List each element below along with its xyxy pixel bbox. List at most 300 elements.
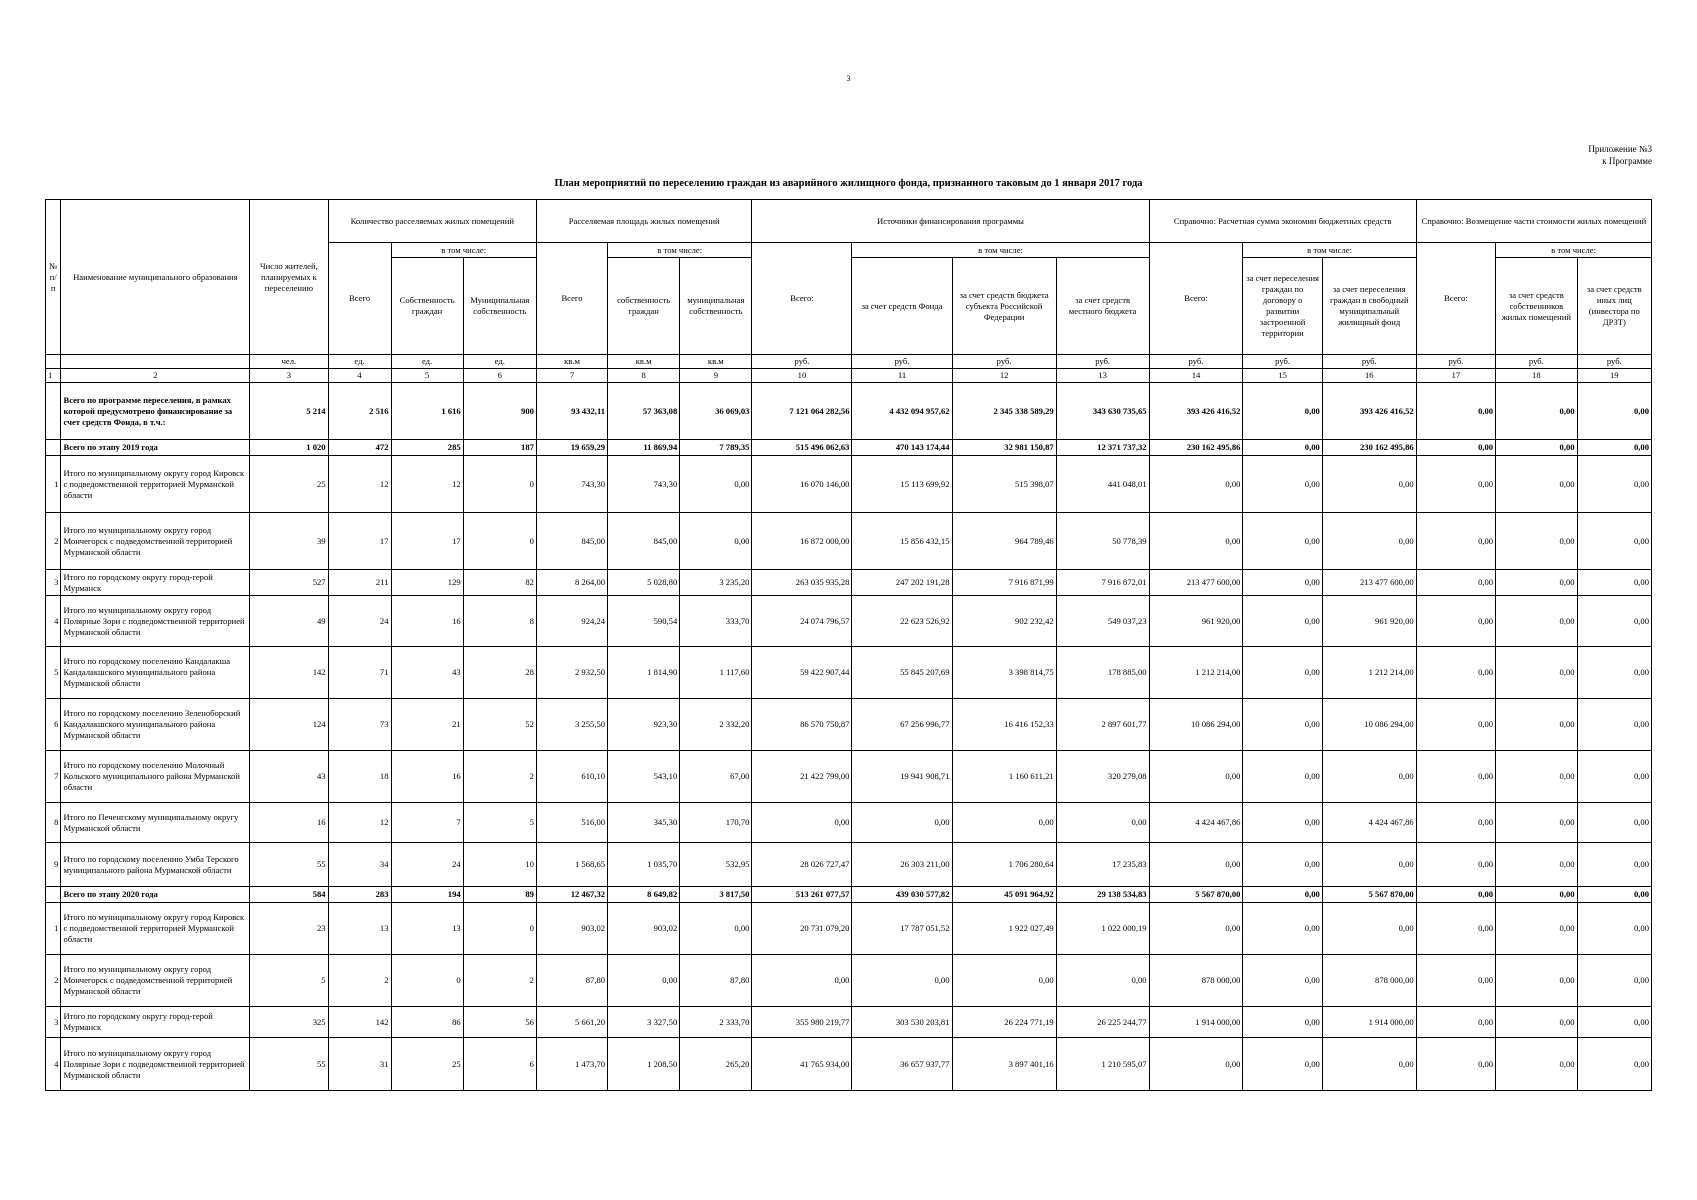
value-cell: 0,00 <box>1577 383 1651 440</box>
value-cell: 0,00 <box>1243 513 1322 570</box>
column-index-cell: 10 <box>752 369 852 383</box>
municipality-name: Итого по муниципальному округу город Мончегорск с подведомственной территорией Мурманской области <box>61 955 250 1007</box>
value-cell: 26 224 771,19 <box>952 1007 1056 1038</box>
value-cell: 285 <box>391 440 463 456</box>
header-group-compensation: Справочно: Возмещение части стоимости жилых помещений <box>1416 200 1651 243</box>
column-index-cell: 4 <box>328 369 391 383</box>
municipality-name: Всего по этапу 2020 года <box>61 887 250 903</box>
value-cell: 13 <box>328 903 391 955</box>
value-cell: 16 416 152,33 <box>952 699 1056 751</box>
value-cell: 0,00 <box>1416 383 1495 440</box>
value-cell: 67,00 <box>680 751 752 803</box>
value-cell: 17 <box>391 513 463 570</box>
value-cell: 5 567 870,00 <box>1322 887 1416 903</box>
value-cell: 0,00 <box>1416 699 1495 751</box>
value-cell: 89 <box>463 887 536 903</box>
value-cell: 12 <box>328 456 391 513</box>
value-cell: 1 210 595,07 <box>1056 1038 1149 1091</box>
value-cell: 0,00 <box>1577 596 1651 647</box>
value-cell: 0,00 <box>1577 843 1651 887</box>
value-cell: 19 659,29 <box>536 440 607 456</box>
column-index-cell: 17 <box>1416 369 1495 383</box>
row-number: 9 <box>46 843 61 887</box>
value-cell: 3 398 814,75 <box>952 647 1056 699</box>
header-resettle-contract: за счет переселения граждан по договору о развитии застроенной территории <box>1243 258 1322 355</box>
value-cell: 1 814,90 <box>608 647 680 699</box>
column-index-cell: 13 <box>1056 369 1149 383</box>
value-cell: 0,00 <box>1322 1038 1416 1091</box>
value-cell: 0,00 <box>1496 570 1577 596</box>
value-cell: 16 070 146,00 <box>752 456 852 513</box>
municipality-name: Итого по муниципальному округу город Кировск с подведомственной территорией Мурманской области <box>61 903 250 955</box>
value-cell: 0,00 <box>952 803 1056 843</box>
value-cell: 1 706 280,64 <box>952 843 1056 887</box>
header-sources-total: Всего: <box>752 243 852 355</box>
value-cell: 0,00 <box>1496 440 1577 456</box>
value-cell: 0,00 <box>1322 456 1416 513</box>
value-cell: 7 916 872,01 <box>1056 570 1149 596</box>
value-cell: 31 <box>328 1038 391 1091</box>
unit-cell: руб. <box>1243 355 1322 369</box>
value-cell: 470 143 174,44 <box>852 440 952 456</box>
column-index-cell: 3 <box>250 369 328 383</box>
row-number: 2 <box>46 955 61 1007</box>
value-cell: 17 <box>328 513 391 570</box>
header-group-area: Расселяемая площадь жилых помещений <box>536 200 752 243</box>
value-cell: 0 <box>463 903 536 955</box>
value-cell: 16 <box>391 751 463 803</box>
value-cell: 12 371 737,32 <box>1056 440 1149 456</box>
unit-cell: руб. <box>1322 355 1416 369</box>
header-area-incl: в том числе: <box>608 243 752 258</box>
value-cell: 0,00 <box>1496 843 1577 887</box>
appendix-line-2: к Программе <box>1602 156 1652 166</box>
page-number: 3 <box>846 74 851 83</box>
value-cell: 0 <box>463 456 536 513</box>
municipality-name: Всего по этапу 2019 года <box>61 440 250 456</box>
unit-cell: руб. <box>852 355 952 369</box>
header-compensation-incl: в том числе: <box>1496 243 1652 258</box>
row-number: 6 <box>46 699 61 751</box>
header-owned-citizens: Собственность граждан <box>391 258 463 355</box>
value-cell: 0,00 <box>1243 456 1322 513</box>
column-index-row <box>46 369 1652 383</box>
municipality-name: Итого по муниципальному округу город Полярные Зори с подведомственной территорией Мурманской области <box>61 596 250 647</box>
value-cell: 87,80 <box>536 955 607 1007</box>
value-cell: 0,00 <box>1577 751 1651 803</box>
value-cell: 28 026 727,47 <box>752 843 852 887</box>
value-cell: 247 202 191,28 <box>852 570 952 596</box>
table-row <box>46 903 1652 955</box>
header-no: № п/п <box>46 200 61 355</box>
value-cell: 903,02 <box>608 903 680 955</box>
value-cell: 43 <box>250 751 328 803</box>
value-cell: 0,00 <box>1416 440 1495 456</box>
value-cell: 845,00 <box>608 513 680 570</box>
value-cell: 19 941 908,71 <box>852 751 952 803</box>
value-cell: 8 649,82 <box>608 887 680 903</box>
value-cell: 961 920,00 <box>1322 596 1416 647</box>
value-cell: 55 <box>250 843 328 887</box>
value-cell: 26 225 244,77 <box>1056 1007 1149 1038</box>
value-cell: 23 <box>250 903 328 955</box>
municipality-name: Всего по программе переселения, в рамках которой предусмотрено финансирование за счет средств Фонда, в т.ч.: <box>61 383 250 440</box>
header-group-premises: Количество расселяемых жилых помещений <box>328 200 536 243</box>
value-cell: 194 <box>391 887 463 903</box>
value-cell: 0,00 <box>1496 1038 1577 1091</box>
value-cell: 0,00 <box>1416 887 1495 903</box>
header-savings-total: Всего: <box>1149 243 1243 355</box>
value-cell: 0,00 <box>1243 440 1322 456</box>
value-cell: 7 <box>391 803 463 843</box>
value-cell: 5 <box>463 803 536 843</box>
table-row <box>46 1007 1652 1038</box>
value-cell: 0,00 <box>952 955 1056 1007</box>
value-cell: 0,00 <box>1056 955 1149 1007</box>
row-number: 4 <box>46 596 61 647</box>
value-cell: 6 <box>463 1038 536 1091</box>
value-cell: 0,00 <box>1243 596 1322 647</box>
value-cell: 0,00 <box>1577 440 1651 456</box>
header-municipal-owned: Муниципальная собственность <box>463 258 536 355</box>
unit-cell <box>61 355 250 369</box>
value-cell: 8 <box>463 596 536 647</box>
header-residents: Число жителей, планируемых к переселению <box>250 200 328 355</box>
unit-cell: ед. <box>328 355 391 369</box>
municipality-name: Итого по городскому округу город-герой Мурманск <box>61 1007 250 1038</box>
column-index-cell: 6 <box>463 369 536 383</box>
appendix-line-1: Приложение №3 <box>1588 144 1652 154</box>
unit-cell: ед. <box>391 355 463 369</box>
appendix-note <box>1588 143 1652 167</box>
value-cell: 0,00 <box>1496 803 1577 843</box>
value-cell: 2 516 <box>328 383 391 440</box>
table-row <box>46 647 1652 699</box>
value-cell: 0,00 <box>1496 887 1577 903</box>
value-cell: 16 <box>391 596 463 647</box>
value-cell: 71 <box>328 647 391 699</box>
value-cell: 129 <box>391 570 463 596</box>
value-cell: 43 <box>391 647 463 699</box>
value-cell: 0,00 <box>1577 887 1651 903</box>
value-cell: 5 661,20 <box>536 1007 607 1038</box>
value-cell: 93 432,11 <box>536 383 607 440</box>
value-cell: 0,00 <box>1149 751 1243 803</box>
value-cell: 743,30 <box>536 456 607 513</box>
value-cell: 0,00 <box>1149 903 1243 955</box>
value-cell: 12 <box>391 456 463 513</box>
total-row <box>46 383 1652 440</box>
value-cell: 230 162 495,86 <box>1149 440 1243 456</box>
value-cell: 20 731 079,20 <box>752 903 852 955</box>
value-cell: 25 <box>250 456 328 513</box>
value-cell: 1 473,70 <box>536 1038 607 1091</box>
value-cell: 393 426 416,52 <box>1149 383 1243 440</box>
value-cell: 73 <box>328 699 391 751</box>
value-cell: 5 <box>250 955 328 1007</box>
value-cell: 0,00 <box>852 803 952 843</box>
value-cell: 18 <box>328 751 391 803</box>
value-cell: 86 <box>391 1007 463 1038</box>
value-cell: 2 345 338 589,29 <box>952 383 1056 440</box>
value-cell: 1 616 <box>391 383 463 440</box>
column-index-cell: 9 <box>680 369 752 383</box>
row-number: 5 <box>46 647 61 699</box>
header-sources-incl: в том числе: <box>852 243 1149 258</box>
value-cell: 878 000,00 <box>1322 955 1416 1007</box>
value-cell: 590,54 <box>608 596 680 647</box>
value-cell: 1 914 000,00 <box>1149 1007 1243 1038</box>
value-cell: 213 477 600,00 <box>1149 570 1243 596</box>
value-cell: 1 568,65 <box>536 843 607 887</box>
value-cell: 15 856 432,15 <box>852 513 952 570</box>
value-cell: 0,00 <box>1243 699 1322 751</box>
value-cell: 49 <box>250 596 328 647</box>
value-cell: 532,95 <box>680 843 752 887</box>
value-cell: 515 398,07 <box>952 456 1056 513</box>
value-cell: 0,00 <box>1577 456 1651 513</box>
value-cell: 283 <box>328 887 391 903</box>
value-cell: 3 235,20 <box>680 570 752 596</box>
value-cell: 24 074 796,57 <box>752 596 852 647</box>
value-cell: 961 920,00 <box>1149 596 1243 647</box>
value-cell: 543,10 <box>608 751 680 803</box>
value-cell: 187 <box>463 440 536 456</box>
municipality-name: Итого по муниципальному округу город Полярные Зори с подведомственной территорией Мурманской области <box>61 1038 250 1091</box>
header-name: Наименование муниципального образования <box>61 200 250 355</box>
value-cell: 0,00 <box>1496 383 1577 440</box>
value-cell: 0,00 <box>1149 513 1243 570</box>
value-cell: 0,00 <box>1243 955 1322 1007</box>
value-cell: 213 477 600,00 <box>1322 570 1416 596</box>
value-cell: 343 630 735,65 <box>1056 383 1149 440</box>
header-owners-funds: за счет средств собственников жилых помещений <box>1496 258 1577 355</box>
value-cell: 0,00 <box>1416 955 1495 1007</box>
value-cell: 1 020 <box>250 440 328 456</box>
value-cell: 1 160 611,21 <box>952 751 1056 803</box>
value-cell: 28 <box>463 647 536 699</box>
value-cell: 0,00 <box>680 456 752 513</box>
municipality-name: Итого по городскому поселению Зеленоборский Кандалакшского муниципального района Мурманской области <box>61 699 250 751</box>
value-cell: 230 162 495,86 <box>1322 440 1416 456</box>
header-area-total: Всего <box>536 243 607 355</box>
value-cell: 0,00 <box>1577 803 1651 843</box>
header-group-sources: Источники финансирования программы <box>752 200 1149 243</box>
value-cell: 3 255,50 <box>536 699 607 751</box>
value-cell: 3 327,50 <box>608 1007 680 1038</box>
header-premises-incl: в том числе: <box>391 243 536 258</box>
value-cell: 0,00 <box>1322 843 1416 887</box>
table-row <box>46 751 1652 803</box>
value-cell: 2 <box>463 955 536 1007</box>
value-cell: 10 <box>463 843 536 887</box>
value-cell: 0,00 <box>1416 803 1495 843</box>
document-title: План мероприятий по переселению граждан из аварийного жилищного фонда, признанного таковым до 1 января 2017 года <box>554 178 1143 189</box>
unit-cell: руб. <box>1496 355 1577 369</box>
value-cell: 584 <box>250 887 328 903</box>
value-cell: 0,00 <box>1243 887 1322 903</box>
value-cell: 472 <box>328 440 391 456</box>
municipality-name: Итого по городскому поселению Молочный Кольского муниципального района Мурманской области <box>61 751 250 803</box>
value-cell: 549 037,23 <box>1056 596 1149 647</box>
column-index-cell: 2 <box>61 369 250 383</box>
value-cell: 8 264,00 <box>536 570 607 596</box>
unit-cell: руб. <box>1056 355 1149 369</box>
value-cell: 2 332,20 <box>680 699 752 751</box>
total-row <box>46 887 1652 903</box>
value-cell: 16 <box>250 803 328 843</box>
value-cell: 0,00 <box>1416 570 1495 596</box>
row-number <box>46 383 61 440</box>
value-cell: 325 <box>250 1007 328 1038</box>
header-area-owned-citizens: собственность граждан <box>608 258 680 355</box>
value-cell: 303 530 203,81 <box>852 1007 952 1038</box>
value-cell: 15 113 699,92 <box>852 456 952 513</box>
value-cell: 0,00 <box>680 513 752 570</box>
row-number: 3 <box>46 570 61 596</box>
table-body <box>46 383 1652 1091</box>
unit-cell: руб. <box>1149 355 1243 369</box>
value-cell: 0,00 <box>680 903 752 955</box>
value-cell: 36 069,03 <box>680 383 752 440</box>
value-cell: 0,00 <box>1577 955 1651 1007</box>
table-row <box>46 1038 1652 1091</box>
municipality-name: Итого по муниципальному округу город Мончегорск с подведомственной территорией Мурманской области <box>61 513 250 570</box>
value-cell: 34 <box>328 843 391 887</box>
value-cell: 0,00 <box>852 955 952 1007</box>
unit-cell: кв.м <box>680 355 752 369</box>
value-cell: 0,00 <box>1416 596 1495 647</box>
value-cell: 0,00 <box>1496 1007 1577 1038</box>
unit-cell: руб. <box>952 355 1056 369</box>
value-cell: 142 <box>328 1007 391 1038</box>
resettlement-plan-table <box>45 199 1652 1091</box>
value-cell: 0,00 <box>1577 1007 1651 1038</box>
column-index-cell: 16 <box>1322 369 1416 383</box>
table-row <box>46 955 1652 1007</box>
value-cell: 170,70 <box>680 803 752 843</box>
header-savings-incl: в том числе: <box>1243 243 1416 258</box>
value-cell: 87,80 <box>680 955 752 1007</box>
header-resettle-free: за счет переселения граждан в свободный муниципальный жилищный фонд <box>1322 258 1416 355</box>
value-cell: 0,00 <box>1577 513 1651 570</box>
value-cell: 0,00 <box>1496 647 1577 699</box>
column-index-cell: 1 <box>46 369 61 383</box>
table-row <box>46 843 1652 887</box>
value-cell: 13 <box>391 903 463 955</box>
row-number: 8 <box>46 803 61 843</box>
municipality-name: Итого по городскому поселению Умба Терского муниципального района Мурманской области <box>61 843 250 887</box>
value-cell: 29 138 534,83 <box>1056 887 1149 903</box>
value-cell: 355 980 219,77 <box>752 1007 852 1038</box>
value-cell: 22 623 526,92 <box>852 596 952 647</box>
value-cell: 56 <box>463 1007 536 1038</box>
value-cell: 55 845 207,69 <box>852 647 952 699</box>
header-group-savings: Справочно: Расчетная сумма экономии бюджетных средств <box>1149 200 1416 243</box>
value-cell: 0,00 <box>1496 751 1577 803</box>
value-cell: 439 030 577,82 <box>852 887 952 903</box>
value-cell: 0,00 <box>1149 1038 1243 1091</box>
column-index-cell: 14 <box>1149 369 1243 383</box>
unit-cell: ед. <box>463 355 536 369</box>
row-number: 7 <box>46 751 61 803</box>
value-cell: 0,00 <box>1416 903 1495 955</box>
column-index-cell: 7 <box>536 369 607 383</box>
value-cell: 0,00 <box>1149 456 1243 513</box>
value-cell: 0,00 <box>1416 843 1495 887</box>
table-row <box>46 803 1652 843</box>
value-cell: 17 235,83 <box>1056 843 1149 887</box>
value-cell: 0,00 <box>1496 513 1577 570</box>
value-cell: 26 303 211,00 <box>852 843 952 887</box>
row-number <box>46 440 61 456</box>
value-cell: 1 117,60 <box>680 647 752 699</box>
value-cell: 1 208,50 <box>608 1038 680 1091</box>
value-cell: 743,30 <box>608 456 680 513</box>
row-number: 1 <box>46 456 61 513</box>
value-cell: 0,00 <box>1496 903 1577 955</box>
value-cell: 211 <box>328 570 391 596</box>
column-index-cell: 8 <box>608 369 680 383</box>
value-cell: 0,00 <box>1416 1007 1495 1038</box>
value-cell: 320 279,08 <box>1056 751 1149 803</box>
value-cell: 441 048,01 <box>1056 456 1149 513</box>
value-cell: 59 422 907,44 <box>752 647 852 699</box>
value-cell: 0,00 <box>1243 383 1322 440</box>
value-cell: 7 121 064 282,56 <box>752 383 852 440</box>
column-index-cell: 5 <box>391 369 463 383</box>
header-other-funds: за счет средств иных лиц (инвестора по ДРЗТ) <box>1577 258 1651 355</box>
value-cell: 0,00 <box>1496 596 1577 647</box>
value-cell: 11 869,94 <box>608 440 680 456</box>
value-cell: 17 787 051,52 <box>852 903 952 955</box>
value-cell: 3 897 401,16 <box>952 1038 1056 1091</box>
value-cell: 57 363,08 <box>608 383 680 440</box>
municipality-name: Итого по Печенгскому муниципальному округу Мурманской области <box>61 803 250 843</box>
row-number <box>46 887 61 903</box>
value-cell: 10 086 294,00 <box>1149 699 1243 751</box>
value-cell: 902 232,42 <box>952 596 1056 647</box>
table-row <box>46 570 1652 596</box>
value-cell: 903,02 <box>536 903 607 955</box>
header-compensation-total: Всего: <box>1416 243 1495 355</box>
unit-cell: руб. <box>752 355 852 369</box>
value-cell: 0,00 <box>752 955 852 1007</box>
value-cell: 67 256 996,77 <box>852 699 952 751</box>
value-cell: 0,00 <box>1416 456 1495 513</box>
value-cell: 1 022 000,19 <box>1056 903 1149 955</box>
value-cell: 345,30 <box>608 803 680 843</box>
value-cell: 21 <box>391 699 463 751</box>
header-premises-total: Всего <box>328 243 391 355</box>
value-cell: 24 <box>391 843 463 887</box>
value-cell: 25 <box>391 1038 463 1091</box>
value-cell: 0,00 <box>1322 513 1416 570</box>
value-cell: 0,00 <box>1243 1007 1322 1038</box>
value-cell: 878 000,00 <box>1149 955 1243 1007</box>
value-cell: 2 <box>328 955 391 1007</box>
value-cell: 16 872 000,00 <box>752 513 852 570</box>
value-cell: 393 426 416,52 <box>1322 383 1416 440</box>
municipality-name: Итого по городскому округу город-герой Мурманск <box>61 570 250 596</box>
value-cell: 50 778,39 <box>1056 513 1149 570</box>
value-cell: 0,00 <box>1243 803 1322 843</box>
value-cell: 24 <box>328 596 391 647</box>
header-subject-budget: за счет средств бюджета субъекта Российской Федерации <box>952 258 1056 355</box>
value-cell: 0,00 <box>1416 513 1495 570</box>
value-cell: 0,00 <box>1577 647 1651 699</box>
row-number: 3 <box>46 1007 61 1038</box>
